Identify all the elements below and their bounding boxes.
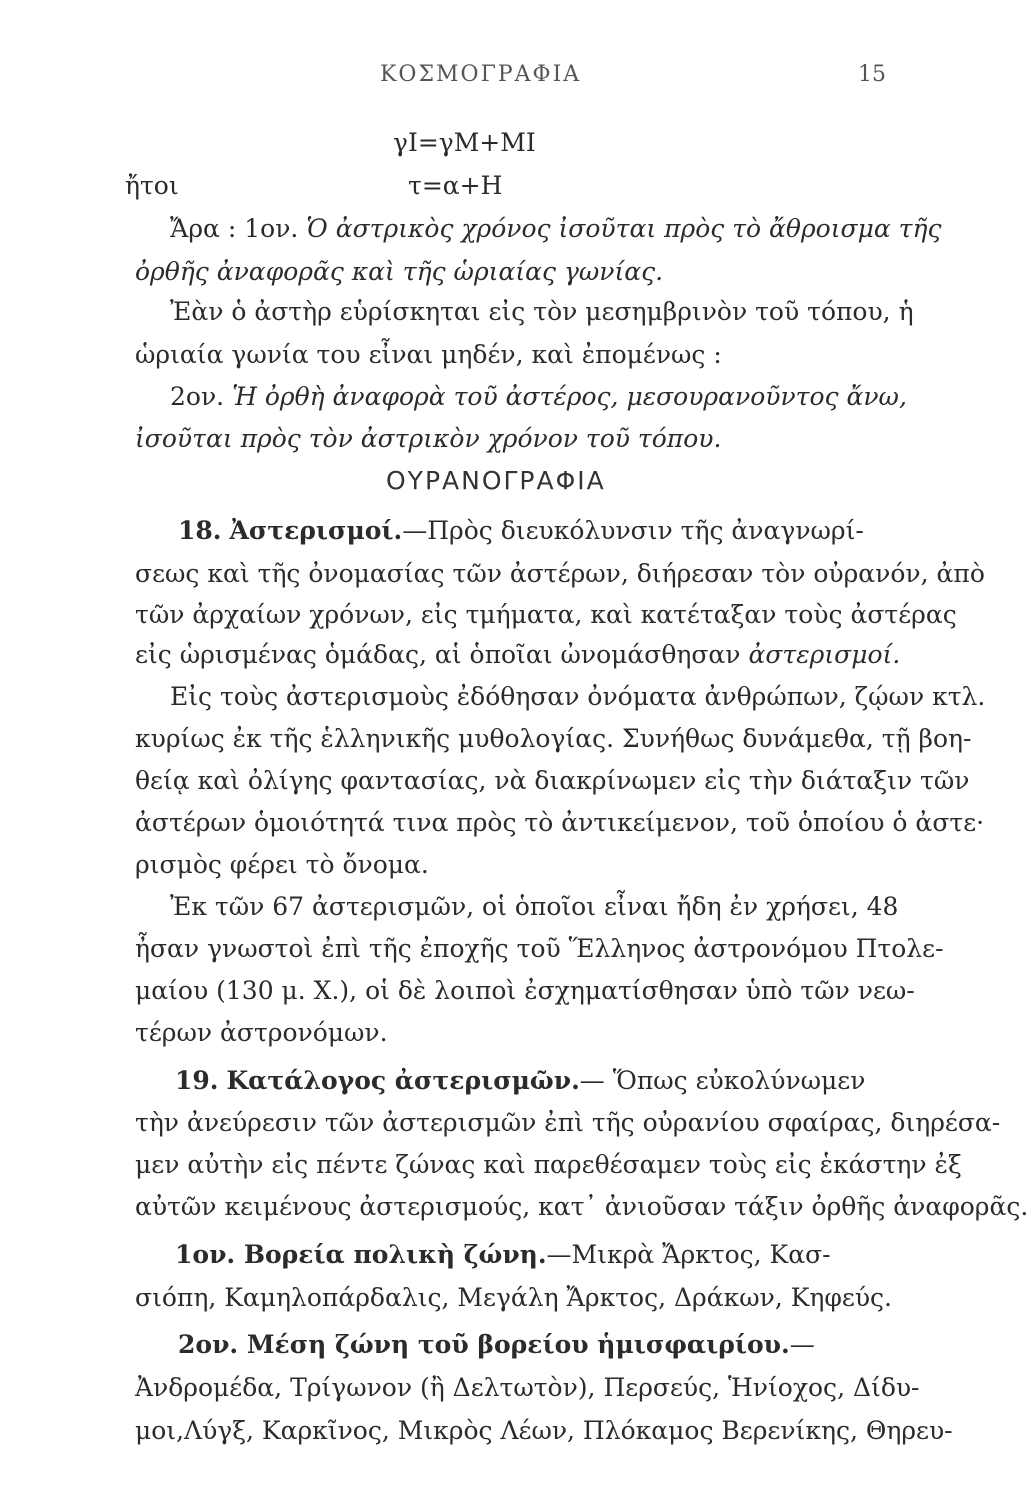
equation-2: τ=α+Η: [408, 171, 503, 200]
section-19-line-1: [175, 1066, 865, 1096]
section-18-line-5: Εἰς τοὺς ἀστερισμοὺς ἐδόθησαν ὀνόματα ἀνθρώπων, ζῴων κτλ.: [170, 682, 986, 711]
section-19-line-4: αὐτῶν κειμένους ἀστερισμούς, κατ᾿ ἀνιοῦσαν τάξιν ὀρθῆς ἀναφορᾶς.: [135, 1192, 1029, 1221]
section-18-title: Ἀστερισμοί.: [229, 516, 403, 545]
section-18-line-8: ἀστέρων ὁμοιότητά τινα πρὸς τὸ ἀντικείμενον, τοῦ ὁποίου ὁ ἀστε·: [135, 808, 985, 837]
section-19-number: 19.: [175, 1066, 219, 1095]
section-title: ΟΥΡΑΝΟΓΡΑΦΙΑ: [386, 466, 606, 495]
paragraph-3-italic: Ἡ ὀρθὴ ἀναφορὰ τοῦ ἀστέρος, μεσουρανοῦντος ἄνω,: [232, 382, 907, 411]
zone-1-title: 1ον. Βορεία πολικὴ ζώνη.: [175, 1240, 547, 1269]
paragraph-1-lead: Ἄρα : 1ον.: [170, 214, 307, 243]
section-18-line-6: κυρίως ἐκ τῆς ἑλληνικῆς μυθολογίας. Συνήθως δυνάμεθα, τῇ βοη-: [135, 724, 972, 753]
paragraph-3-line-1: [170, 382, 907, 412]
section-18-line-2: σεως καὶ τῆς ὀνομασίας τῶν ἀστέρων, διήρεσαν τὸν οὐρανόν, ἀπὸ: [135, 559, 985, 588]
page-number: 15: [858, 62, 886, 87]
section-19-title: Κατάλογος ἀστερισμῶν.: [226, 1066, 580, 1095]
section-18-line-7: θείᾳ καὶ ὀλίγης φαντασίας, νὰ διακρίνωμεν εἰς τὴν διάταξιν τῶν: [135, 766, 970, 795]
paragraph-3-line-2: ἰσοῦται πρὸς τὸν ἀστρικὸν χρόνον τοῦ τόπου.: [135, 424, 722, 453]
section-18-line-11: ἦσαν γνωστοὶ ἐπὶ τῆς ἐποχῆς τοῦ Ἕλληνος ἀστρονόμου Πτολε-: [135, 934, 944, 963]
section-19-lead-text: — Ὅπως εὐκολύνωμεν: [579, 1066, 866, 1095]
zone-1-lead-text: —Μικρὰ Ἄρκτος, Κασ-: [546, 1240, 831, 1269]
paragraph-1-italic: Ὁ ἀστρικὸς χρόνος ἰσοῦται πρὸς τὸ ἄθροισμα τῆς: [306, 214, 942, 243]
section-18-line-3: τῶν ἀρχαίων χρόνων, εἰς τμήματα, καὶ κατέταξαν τοὺς ἀστέρας: [135, 600, 957, 629]
zone-2-line-1: [178, 1330, 815, 1360]
zone-2-line-2: Ἀνδρομέδα, Τρίγωνον (ἢ Δελτωτὸν), Περσεύς, Ἡνίοχος, Δίδυ-: [135, 1373, 920, 1402]
section-18-line-4: [135, 640, 900, 670]
equation-1: γΙ=γΜ+ΜΙ: [393, 128, 536, 157]
section-18-lead-text: —Πρὸς διευκόλυνσιν τῆς ἀναγνωρί-: [402, 516, 864, 545]
zone-2-line-3: μοι,Λύγξ, Καρκῖνος, Μικρὸς Λέων, Πλόκαμος Βερενίκης, Θηρευ-: [135, 1416, 953, 1445]
running-title: ΚΟΣΜΟΓΡΑΦΙΑ: [380, 62, 582, 87]
section-19-line-3: μεν αὐτὴν εἰς πέντε ζώνας καὶ παρεθέσαμεν τοὺς εἰς ἑκάστην ἐξ: [135, 1150, 962, 1179]
zone-1-line-1: [175, 1240, 831, 1270]
section-18-number: 18.: [178, 516, 222, 545]
equation-2-prefix: ἤτοι: [125, 171, 179, 200]
paragraph-3-lead: 2ον.: [170, 382, 233, 411]
section-18-line-12: μαίου (130 μ. Χ.), οἱ δὲ λοιποὶ ἐσχηματίσθησαν ὑπὸ τῶν νεω-: [135, 976, 915, 1005]
section-18-line-10: Ἐκ τῶν 67 ἀστερισμῶν, οἱ ὁποῖοι εἶναι ἤδη ἐν χρήσει, 48: [170, 892, 899, 921]
section-18-line-1: [178, 516, 864, 546]
section-18-line-9: ρισμὸς φέρει τὸ ὄνομα.: [135, 850, 429, 879]
zone-2-lead-text: —: [789, 1330, 815, 1359]
zone-2-title: 2ον. Μέση ζώνη τοῦ βορείου ἡμισφαιρίου.: [178, 1330, 790, 1359]
paragraph-2-line-1: Ἐὰν ὁ ἀστὴρ εὑρίσκηται εἰς τὸν μεσημβρινὸν τοῦ τόπου, ἡ: [170, 297, 914, 326]
running-header: [0, 62, 1031, 94]
section-18-term: ἀστερισμοί.: [748, 640, 901, 669]
section-18-line-13: τέρων ἀστρονόμων.: [135, 1018, 388, 1047]
section-19-line-2: τὴν ἀνεύρεσιν τῶν ἀστερισμῶν ἐπὶ τῆς οὐρανίου σφαίρας, διηρέσα-: [135, 1108, 1001, 1137]
paragraph-1-line-2: ὀρθῆς ἀναφορᾶς καὶ τῆς ὡριαίας γωνίας.: [135, 257, 664, 286]
paragraph-1-line-1: [170, 214, 941, 244]
zone-1-line-2: σιόπη, Καμηλοπάρδαλις, Μεγάλη Ἄρκτος, Δράκων, Κηφεύς.: [135, 1283, 892, 1312]
section-18-line-4-text: εἰς ὡρισμένας ὁμάδας, αἱ ὁποῖαι ὠνομάσθησαν: [135, 640, 749, 669]
paragraph-2-line-2: ὡριαία γωνία του εἶναι μηδέν, καὶ ἐπομένως :: [135, 340, 722, 369]
